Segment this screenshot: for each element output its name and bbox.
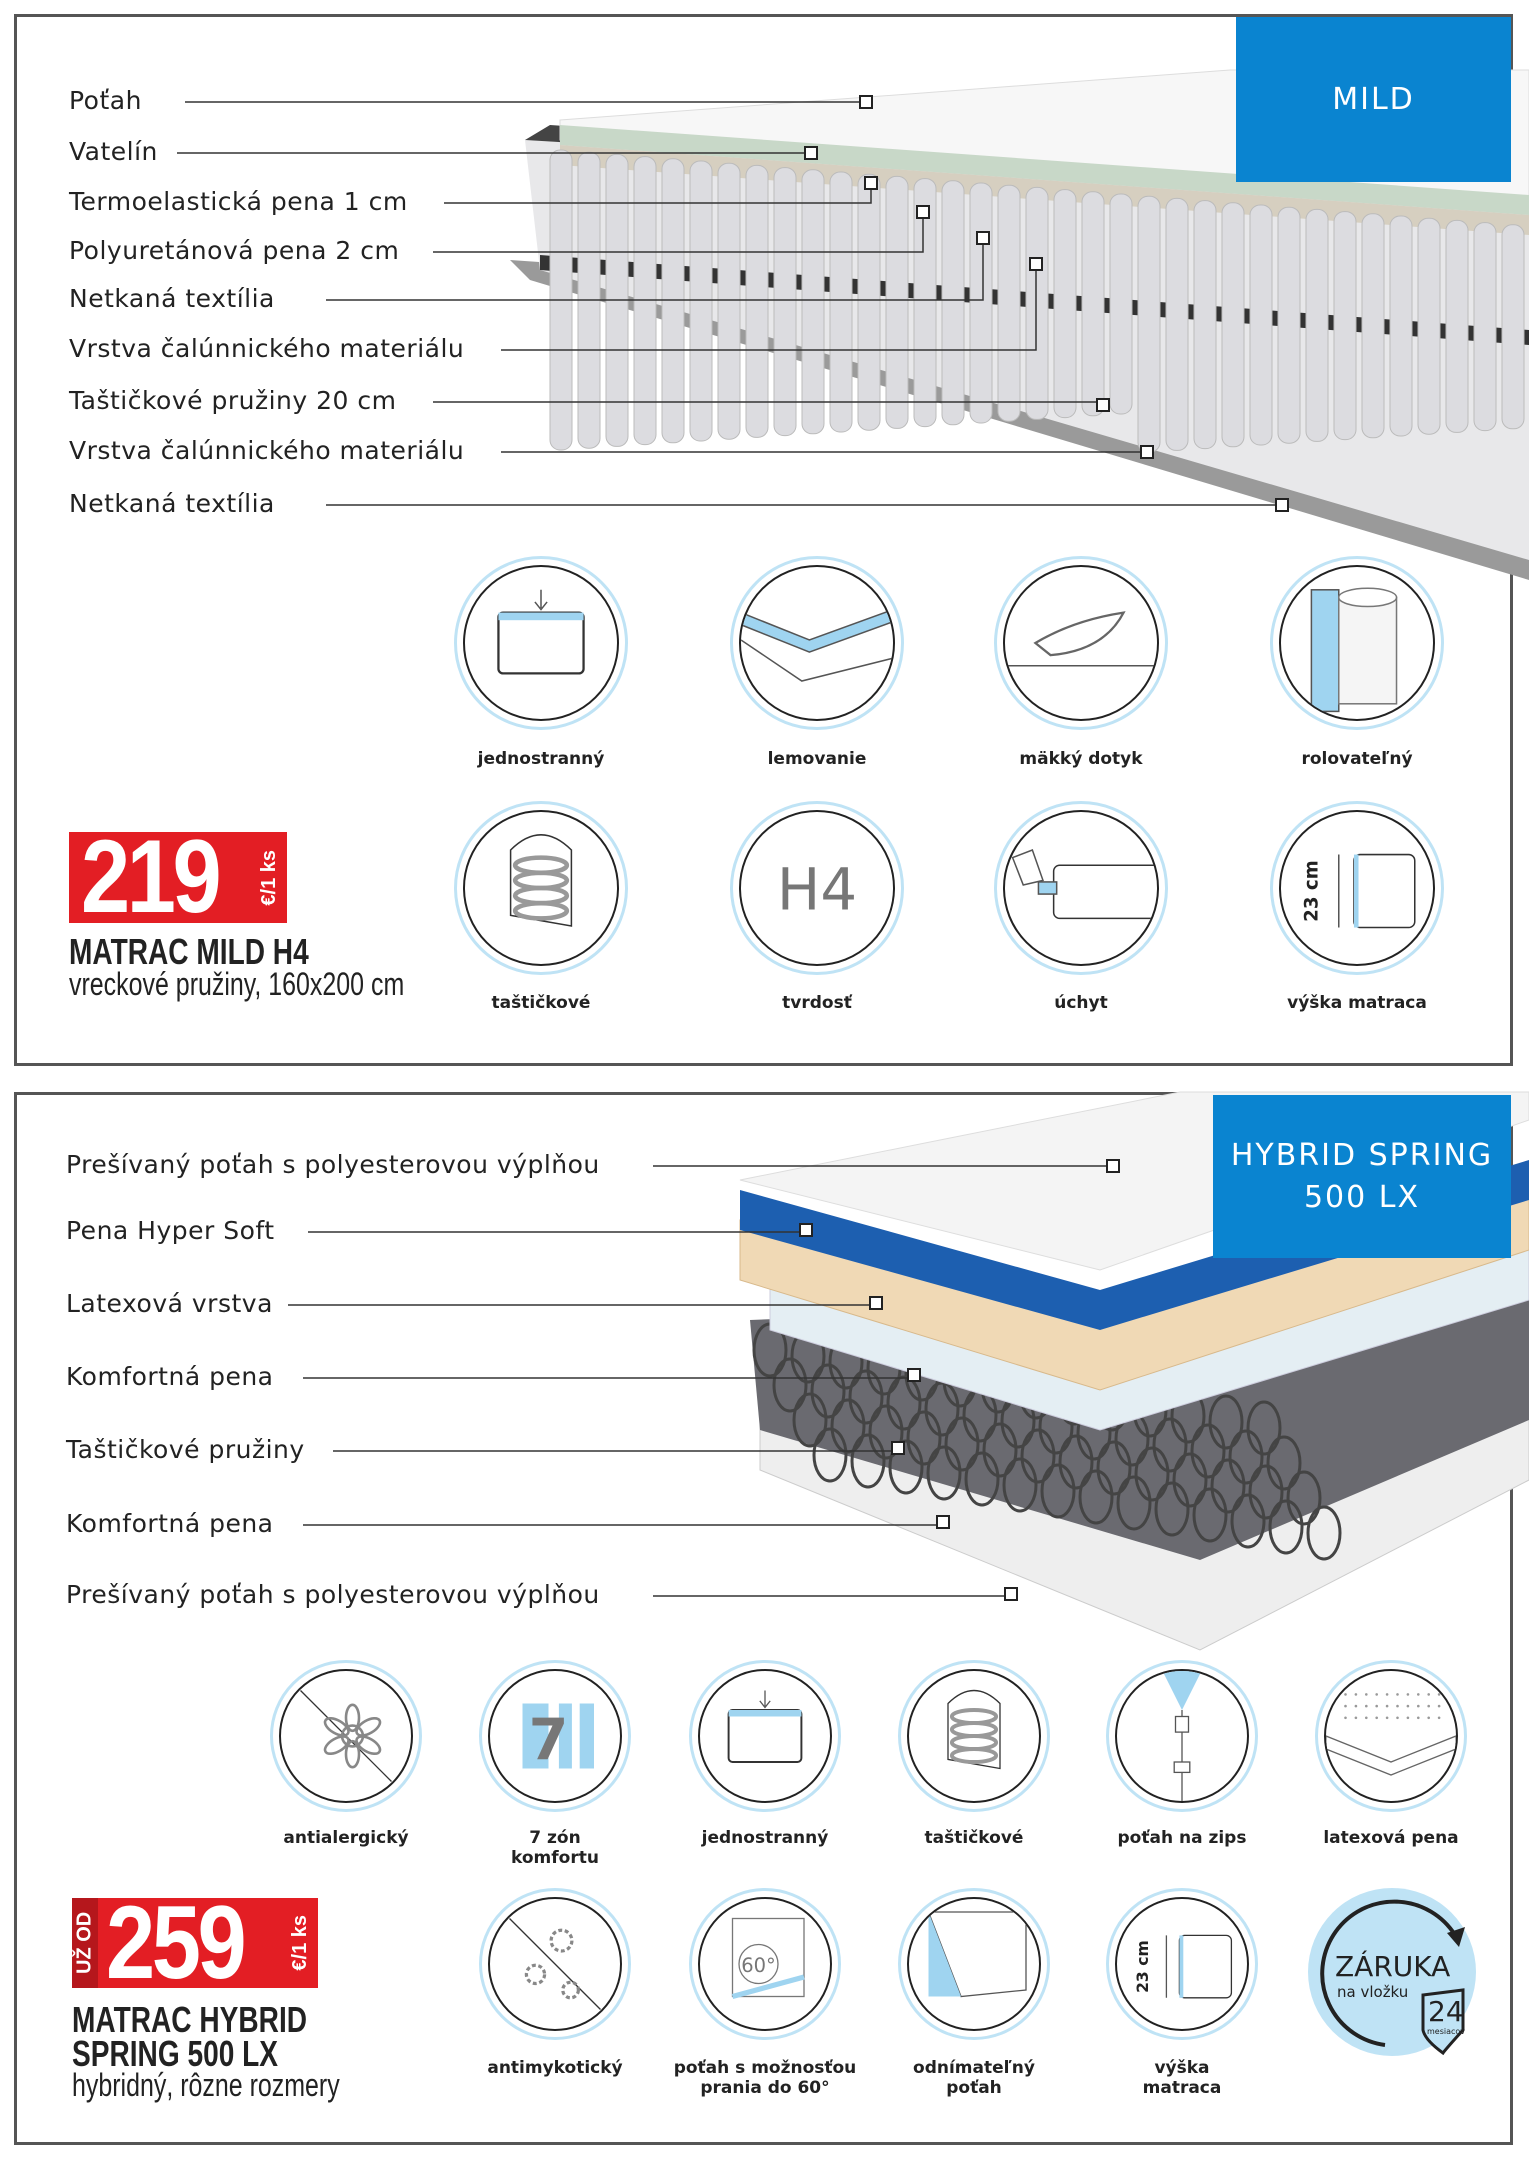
label-line: odnímateľný bbox=[913, 2058, 1035, 2078]
layer-label: Taštičkové pružiny 20 cm bbox=[69, 386, 397, 415]
layer-label: Vrstva čalúnnického materiálu bbox=[69, 436, 465, 465]
svg-text:7: 7 bbox=[528, 1707, 569, 1774]
leader-marker bbox=[892, 1442, 904, 1454]
warranty-months-label: mesiacov bbox=[1427, 2027, 1466, 2036]
spring-pocket bbox=[718, 163, 740, 439]
feature-label bbox=[665, 2058, 865, 2098]
badge-text: 500 LX bbox=[1303, 1179, 1421, 1215]
leader-marker bbox=[1030, 258, 1042, 270]
spring-pocket bbox=[662, 159, 684, 443]
product-title: MATRAC MILD H4 bbox=[69, 931, 309, 972]
layer-label: Komfortná pena bbox=[66, 1509, 274, 1538]
warranty-subtitle: na vložku bbox=[1337, 1983, 1409, 2001]
warranty-badge bbox=[1305, 1885, 1480, 2060]
seven-zones-icon bbox=[479, 1660, 631, 1812]
icon-frame bbox=[1115, 1669, 1249, 1803]
icon-frame bbox=[698, 1897, 832, 2031]
title-line: SPRING 500 LX bbox=[72, 2033, 278, 2074]
icon-frame bbox=[739, 810, 895, 966]
icon-frame bbox=[1115, 1897, 1249, 2031]
spring-pocket bbox=[970, 183, 992, 423]
spring-pocket bbox=[858, 174, 880, 430]
spring-pocket bbox=[998, 185, 1020, 421]
leader-line bbox=[303, 1522, 943, 1525]
layer-label: Polyuretánová pena 2 cm bbox=[69, 236, 400, 265]
layer-label: Prešívaný poťah s polyesterovou výplňou bbox=[66, 1150, 600, 1179]
leader-marker bbox=[937, 1516, 949, 1528]
spring-pocket bbox=[1362, 214, 1384, 438]
leader-marker bbox=[800, 1224, 812, 1236]
spring-pocket bbox=[1250, 205, 1272, 445]
icon-frame bbox=[739, 565, 895, 721]
feature-label: rolovateľný bbox=[1301, 749, 1413, 769]
spring-pocket bbox=[1026, 187, 1048, 419]
spring-pocket bbox=[1138, 196, 1160, 452]
warranty-title: ZÁRUKA bbox=[1335, 1950, 1451, 1983]
spring-pocket bbox=[1334, 212, 1356, 440]
feature-label bbox=[455, 1828, 655, 1868]
price-unit: €/1 ks bbox=[258, 849, 280, 906]
svg-text:23 cm: 23 cm bbox=[1301, 860, 1323, 922]
feature-label: jednostranný bbox=[701, 1828, 829, 1848]
removable-cover-icon bbox=[898, 1888, 1050, 2040]
antimycotic-icon bbox=[479, 1888, 631, 2040]
leader-marker bbox=[865, 177, 877, 189]
layer-label: Vrstva čalúnnického materiálu bbox=[69, 334, 465, 363]
product-subtitle: hybridný, rôzne rozmery bbox=[72, 2067, 340, 2103]
svg-text:60°: 60° bbox=[741, 1953, 776, 1977]
spring-pocket bbox=[1110, 194, 1132, 414]
price-value: 219 bbox=[81, 819, 219, 935]
leader-marker bbox=[977, 232, 989, 244]
title-line: MATRAC HYBRID bbox=[72, 1999, 308, 2040]
layer-label: Latexová vrstva bbox=[66, 1289, 273, 1318]
icon-frame bbox=[698, 1669, 832, 1803]
spring-pocket bbox=[1418, 218, 1440, 434]
layer-label: Komfortná pena bbox=[66, 1362, 274, 1391]
icon-frame bbox=[1003, 810, 1159, 966]
feature-label: taštičkové bbox=[491, 993, 591, 1013]
one-sided-icon bbox=[454, 556, 628, 730]
leader-marker bbox=[1005, 1588, 1017, 1600]
warranty-months: 24 bbox=[1428, 1995, 1464, 2028]
layer-label: Termoelastická pena 1 cm bbox=[69, 187, 408, 216]
leader-marker bbox=[1276, 499, 1288, 511]
badge-text: MILD bbox=[1332, 81, 1415, 117]
price-prefix: UŽ OD bbox=[72, 1898, 98, 1988]
height-icon bbox=[1106, 1888, 1258, 2040]
label-line: poťah s možnosťou bbox=[673, 2058, 857, 2078]
one-sided-icon bbox=[689, 1660, 841, 1812]
feature-label: taštičkové bbox=[924, 1828, 1024, 1848]
leader-marker bbox=[1141, 446, 1153, 458]
spring-pocket bbox=[1446, 220, 1468, 432]
leader-marker bbox=[1097, 399, 1109, 411]
feature-label: latexová pena bbox=[1323, 1828, 1459, 1848]
label-line: výška bbox=[1154, 2058, 1210, 2078]
leader-line bbox=[653, 1594, 1011, 1596]
price-tag-mild bbox=[69, 819, 287, 935]
product-subtitle: vreckové pružiny, 160x200 cm bbox=[69, 966, 405, 1002]
spring-pocket bbox=[1166, 198, 1188, 450]
label-line: 7 zón bbox=[529, 1828, 581, 1848]
leader-line bbox=[308, 1230, 806, 1232]
label-line: komfortu bbox=[511, 1848, 599, 1868]
spring-pocket bbox=[1474, 223, 1496, 431]
edging-icon bbox=[730, 556, 904, 730]
latex-foam-icon bbox=[1315, 1660, 1467, 1812]
label-line: prania do 60° bbox=[700, 2078, 830, 2098]
layer-label: Taštičkové pružiny bbox=[66, 1435, 305, 1464]
price-tag-hybrid bbox=[72, 1884, 318, 2001]
feature-label: úchyt bbox=[1054, 993, 1108, 1013]
leader-marker bbox=[1107, 1160, 1119, 1172]
feature-label: poťah na zips bbox=[1117, 1828, 1247, 1848]
icon-frame bbox=[463, 565, 619, 721]
roll-icon bbox=[1270, 556, 1444, 730]
zipper-icon bbox=[1106, 1660, 1258, 1812]
layer-label: Poťah bbox=[69, 86, 142, 115]
product-badge-mild bbox=[1236, 17, 1511, 182]
spring-pocket bbox=[1054, 190, 1076, 418]
spring-pocket bbox=[830, 172, 852, 432]
leader-marker bbox=[908, 1369, 920, 1381]
icon-frame bbox=[488, 1669, 622, 1803]
spring-pocket bbox=[1390, 216, 1412, 436]
feature-label: lemovanie bbox=[767, 749, 867, 769]
hardness-icon bbox=[730, 801, 904, 975]
feature-label: jednostranný bbox=[477, 749, 605, 769]
icon-frame bbox=[1279, 565, 1435, 721]
feather-icon bbox=[994, 556, 1168, 730]
spring-pocket bbox=[1278, 207, 1300, 443]
feature-label: mäkký dotyk bbox=[1019, 749, 1143, 769]
leader-marker bbox=[917, 206, 929, 218]
icon-frame bbox=[907, 1669, 1041, 1803]
leader-marker bbox=[870, 1297, 882, 1309]
spring-pocket bbox=[802, 170, 824, 434]
height-icon bbox=[1270, 801, 1444, 975]
feature-label bbox=[874, 2058, 1074, 2098]
pocket-spring-icon bbox=[454, 801, 628, 975]
leader-marker bbox=[860, 96, 872, 108]
spring-pocket bbox=[1306, 209, 1328, 441]
icon-frame bbox=[463, 810, 619, 966]
feature-label: antialergický bbox=[283, 1828, 409, 1848]
feature-label: antimykotický bbox=[487, 2058, 623, 2078]
antiallergic-icon bbox=[270, 1660, 422, 1812]
product-badge-hybrid bbox=[1213, 1095, 1511, 1258]
layer-label: Pena Hyper Soft bbox=[66, 1216, 275, 1245]
spring-pocket bbox=[942, 181, 964, 425]
feature-label: výška matraca bbox=[1287, 993, 1427, 1013]
layer-label: Prešívaný poťah s polyesterovou výplňou bbox=[66, 1580, 600, 1609]
icon-frame bbox=[907, 1897, 1041, 2031]
spring-pocket bbox=[1194, 201, 1216, 449]
price-unit: €/1 ks bbox=[289, 1915, 311, 1971]
label-line: matraca bbox=[1142, 2078, 1222, 2098]
feature-label bbox=[1082, 2058, 1282, 2098]
pocket-spring-icon bbox=[898, 1660, 1050, 1812]
svg-text:H4: H4 bbox=[776, 855, 858, 924]
spring-pocket bbox=[1502, 225, 1524, 429]
icon-frame bbox=[279, 1669, 413, 1803]
icon-frame bbox=[1324, 1669, 1458, 1803]
leader-marker bbox=[805, 147, 817, 159]
spring-pocket bbox=[774, 168, 796, 436]
spring-pocket bbox=[1222, 203, 1244, 447]
icon-frame bbox=[1003, 565, 1159, 721]
product-title bbox=[72, 1999, 308, 2074]
handle-icon bbox=[994, 801, 1168, 975]
feature-label: tvrdosť bbox=[782, 993, 852, 1013]
spring-pocket bbox=[746, 165, 768, 437]
icon-frame bbox=[1279, 810, 1435, 966]
badge-text: HYBRID SPRING bbox=[1230, 1137, 1494, 1173]
svg-text:23 cm: 23 cm bbox=[1134, 1940, 1153, 1993]
price-value: 259 bbox=[106, 1884, 244, 2001]
wash-60-icon bbox=[689, 1888, 841, 2040]
spring-pocket bbox=[1082, 192, 1104, 416]
spring-pocket bbox=[886, 176, 908, 428]
label-line: poťah bbox=[946, 2078, 1002, 2098]
layer-label: Vatelín bbox=[69, 137, 158, 166]
layer-label: Netkaná textília bbox=[69, 284, 275, 313]
icon-frame bbox=[488, 1897, 622, 2031]
layer-label: Netkaná textília bbox=[69, 489, 275, 518]
